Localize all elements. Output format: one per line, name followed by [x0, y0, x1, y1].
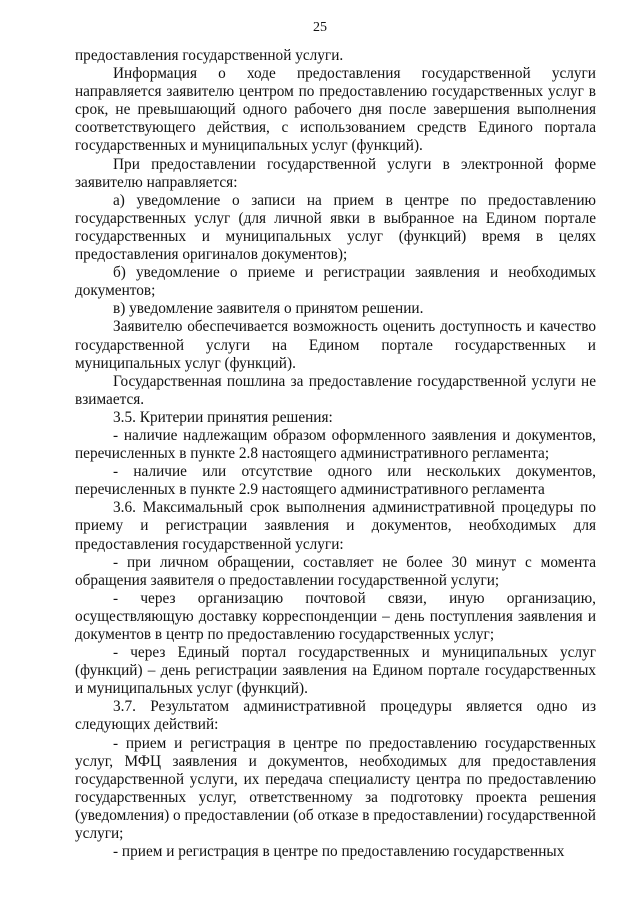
paragraph-electronic-form: При предоставлении государственной услуги в электронной форме заявителю направляется:	[75, 155, 596, 191]
list-item-criteria-2: - наличие или отсутствие одного или нескольких документов, перечисленных в пункте 2.9 настоящего административного регламента	[75, 463, 596, 499]
page-number: 25	[313, 20, 327, 35]
list-item-criteria-1: - наличие надлежащим образом оформленного заявления и документов, перечисленных в пункте 2.8 настоящего административного регламента;	[75, 426, 596, 463]
section-heading-3-7: 3.7. Результатом административной процедуры является одно из следующих действий:	[75, 698, 596, 734]
list-item-result-2: - прием и регистрация в центре по предоставлению государственных	[113, 843, 565, 861]
list-item-term-personal: - при личном обращении, составляет не более 30 минут с момента обращения заявителя о предоставлении государственной услуги;	[75, 553, 596, 589]
paragraph-continuation: предоставления государственной услуги.	[75, 47, 344, 64]
section-heading-3-6: 3.6. Максимальный срок выполнения административной процедуры по приему и регистрации заявления и документов, необходимых для предоставления государственной услуги:	[75, 499, 596, 553]
document-body	[75, 47, 596, 861]
list-item-term-postal: - через организацию почтовой связи, иную организацию, осуществляющую доставку корреспонденции – день поступления заявления и документов в центр по предоставлению государственных услуг;	[75, 589, 596, 643]
list-item-term-portal: - через Единый портал государственных и муниципальных услуг (функций) – день регистрации заявления на Едином портале государственных и муниципальных услуг (функций).	[75, 644, 596, 698]
list-item-a: а) уведомление о записи на прием в центре по предоставлению государственных услуг (для личной явки в выбранное на Едином портале государственных и муниципальных услуг (функций) время в целях предоставления оригиналов документов);	[75, 191, 596, 264]
list-item-c: в) уведомление заявителя о принятом решении.	[113, 300, 424, 318]
paragraph-progress-info: Информация о ходе предоставления государственной услуги направляется заявителю центром по предоставлению государственных услуг в срок, не превышающий одного рабочего дня после завершения выполнения соответствующего действия, с использованием средств Единого портала государственных и муниципальных услуг (функций).	[75, 65, 596, 155]
paragraph-state-fee: Государственная пошлина за предоставление государственной услуги не взимается.	[75, 372, 596, 408]
paragraph-quality-assessment: Заявителю обеспечивается возможность оценить доступность и качество государственной услуги на Едином портале государственных и муниципальных услуг (функций).	[75, 318, 596, 372]
list-item-b: б) уведомление о приеме и регистрации заявления и необходимых документов;	[75, 264, 596, 300]
section-heading-3-5: 3.5. Критерии принятия решения:	[113, 408, 333, 426]
list-item-result-1: - прием и регистрация в центре по предоставлению государственных услуг, МФЦ заявления и документов, необходимых для предоставления государственной услуги, их передача специалисту центра по предоставлению государственных услуг, ответственному за подготовку проекта решения (уведомления) о предоставлении (об отказе в предоставлении) государственной услуги;	[75, 734, 596, 843]
